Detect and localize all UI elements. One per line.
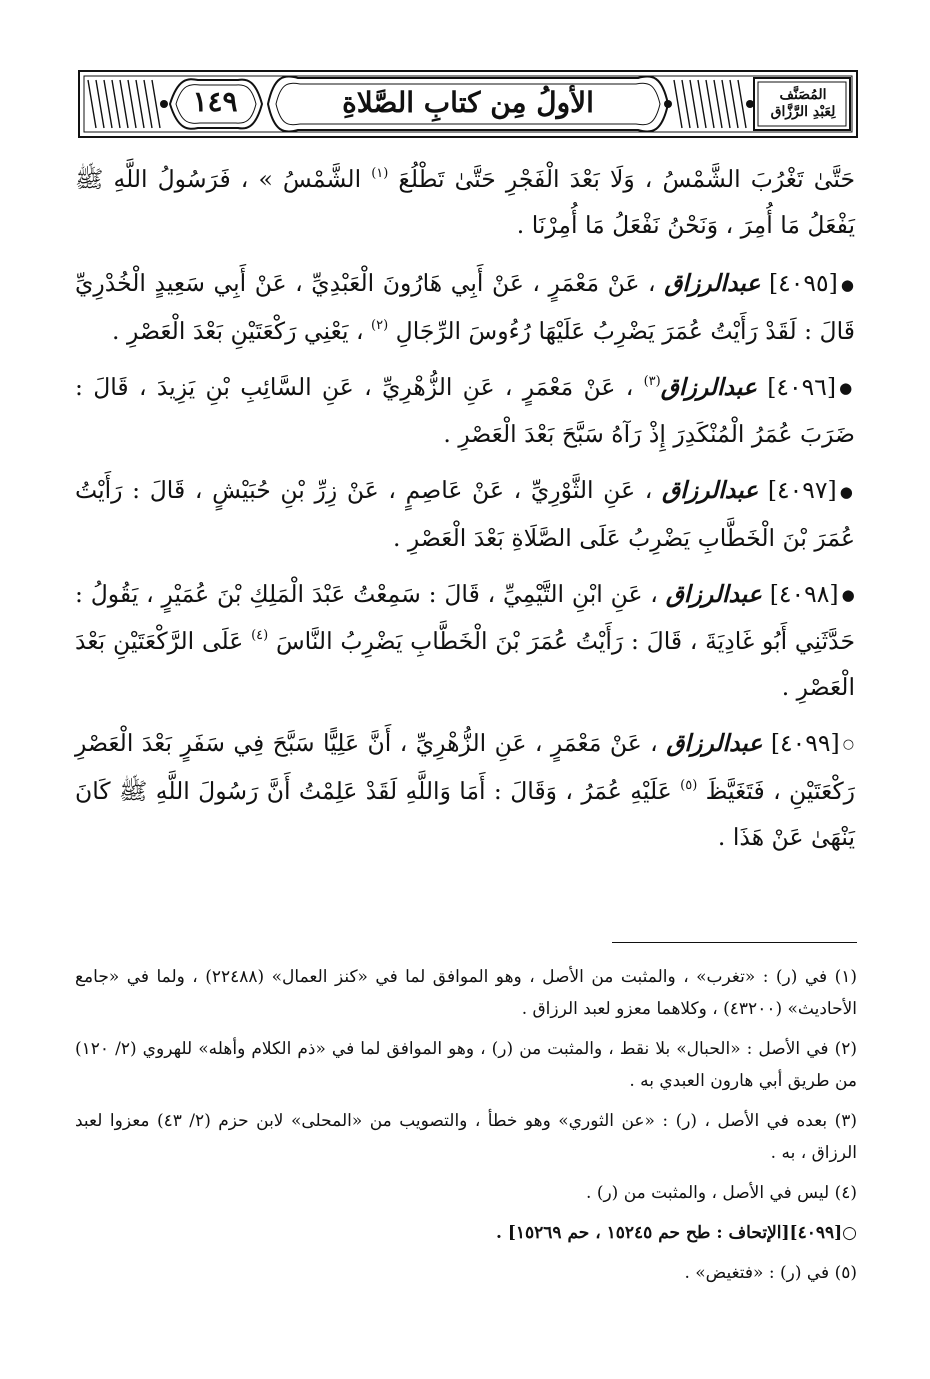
- hadith-number: [٤٠٩٥]: [768, 269, 838, 297]
- hadith-4095: [75, 260, 855, 354]
- book-logo-line-2: لِعَبْدِ الرَّزَّاق: [770, 104, 836, 120]
- footnote-marker: (٥): [834, 1263, 857, 1283]
- footnote-marker: (٤): [834, 1183, 857, 1203]
- hadith-text-cont: ، يَعْنِي رَكْعَتَيْنِ بَعْدَ الْعَصْرِ .: [112, 316, 364, 345]
- footnote-takhrij-4099: [75, 1217, 857, 1249]
- footnote-3: [75, 1105, 857, 1169]
- footnote-marker: (١): [834, 967, 858, 987]
- footnote-5: [75, 1257, 857, 1289]
- hadith-4099: [75, 720, 855, 860]
- hadith-bullet: ○: [842, 736, 856, 752]
- hadith-author: عبدالرزاق: [665, 579, 762, 608]
- footnote-text: في الأصل : «الحبال» بلا نقط ، والمثبت من (ر) ، وهو الموافق لما في «ذم الكلام وأهله» للهروي (٢/ ١٢٠) من طريق أبي هارون العبدي به .: [75, 1039, 857, 1091]
- intro-text-b: الشَّمْسُ » ، فَرَسُولُ اللَّهِ ﷺ يَفْعَلُ مَا أُمِرَ ، وَنَحْنُ نَفْعَلُ مَا أُمِرْنَا .: [75, 165, 855, 239]
- footnote-text: [الإتحاف : طح حم ١٥٢٤٥ ، حم ١٥٢٦٩] .: [496, 1223, 790, 1243]
- footnote-ref-4: (٤): [251, 628, 269, 643]
- footnote-text: في (ر) : «تغرب» ، والمثبت من الأصل ، وهو الموافق لما في «كنز العمال» (٢٢٤٨٨) ، ولما في «جامع الأحاديث» (٤٣٢٠٠) ، وكلاهما معزو لعبد الرزاق .: [75, 967, 857, 1019]
- hadith-author: عبدالرزاق: [666, 729, 763, 757]
- book-logo-line-1: المُصَنَّف: [779, 87, 827, 104]
- hadith-bullet: ●: [839, 379, 855, 397]
- footnote-marker: ○[٤٠٩٩]: [789, 1223, 857, 1243]
- hadith-author: عبدالرزاق: [661, 476, 759, 504]
- footnote-ref-5: (٥): [680, 777, 698, 793]
- hadith-text: ، عَنِ ابْنِ التَّيْمِيِّ ، قَالَ : سَمِعْتُ عَبْدَ الْمَلِكِ بْنَ عُمَيْرٍ ، يَقُولُ : حَدَّثَنِي أَبُو غَادِيَةَ ، قَالَ : رَأَيْتُ عُمَرَ بْنَ الْخَطَّابِ يَضْرِبُ النَّاسَ: [75, 579, 855, 655]
- footnote-text: بعده في الأصل ، (ر) : «عن الثوري» وهو خطأ ، والتصويب من «المحلى» لابن حزم (٢/ ٤٣) معزوا لعبد الرزاق ، به .: [75, 1111, 857, 1163]
- hadith-bullet: ●: [840, 275, 855, 294]
- intro-text-a: حَتَّىٰ تَغْرُبَ الشَّمْسُ ، وَلَا بَعْدَ الْفَجْرِ حَتَّىٰ تَطْلُعَ: [398, 165, 855, 193]
- page-header: [78, 70, 858, 138]
- hadith-text-cont: عَلَى الرَّكْعَتَيْنِ بَعْدَ الْعَصْرِ .: [75, 627, 855, 701]
- footnote-marker: (٢): [834, 1039, 857, 1059]
- footnote-text: في (ر) : «فتغيض» .: [684, 1263, 830, 1283]
- footnote-text: ليس في الأصل ، والمثبت من (ر) .: [586, 1183, 830, 1203]
- hadith-number: [٤٠٩٧]: [767, 476, 837, 504]
- footnote-ref-2: (٢): [371, 317, 389, 333]
- hadith-number: [٤٠٩٨]: [769, 579, 839, 608]
- hadith-4098: [75, 571, 855, 711]
- hadith-text: ، عَنِ الثَّوْرِيِّ ، عَنْ عَاصِمٍ ، عَنْ زِرِّ بْنِ حُبَيْشٍ ، قَالَ : رَأَيْتُ عُمَرَ بْنَ الْخَطَّابِ يَضْرِبُ عَلَى الصَّلَاةِ بَعْدَ الْعَصْرِ .: [75, 476, 855, 552]
- book-title-logo: [758, 80, 848, 128]
- footnote-ref-3: (٣): [643, 373, 661, 389]
- hadith-text: ، عَنْ مَعْمَرٍ ، عَنِ الزُّهْرِيِّ ، أَنَّ عَلِيًّا سَبَّحَ فِي سَفَرٍ بَعْدَ الْعَصْرِ رَكْعَتَيْنِ ، فَتَغَيَّظَ: [75, 729, 855, 805]
- hadith-number: [٤٠٩٩]: [770, 729, 840, 757]
- hadith-bullet: ●: [839, 482, 855, 501]
- main-text: [75, 156, 855, 870]
- footnotes: [75, 961, 857, 1297]
- page-number: ١٤٩: [192, 85, 238, 118]
- footnote-ref-1: (١): [371, 166, 389, 181]
- hadith-text: ، عَنْ مَعْمَرٍ ، عَنْ أَبِي هَارُونَ الْعَبْدِيِّ ، عَنْ أَبِي سَعِيدٍ الْخُدْرِيِّ قَالَ : لَقَدْ رَأَيْتُ عُمَرَ يَضْرِبُ عَلَيْهَا رُءُوسَ الرِّجَالِ: [75, 269, 855, 345]
- footnote-marker: (٣): [834, 1111, 857, 1131]
- hadith-text: ، عَنْ مَعْمَرٍ ، عَنِ الزُّهْرِيِّ ، عَنِ السَّائِبِ بْنِ يَزِيدَ ، قَالَ : ضَرَبَ عُمَرُ الْمُنْكَدِرَ إِذْ رَآهُ سَبَّحَ بَعْدَ الْعَصْرِ .: [75, 372, 855, 448]
- intro-paragraph: [75, 156, 855, 248]
- hadith-author: عبدالرزاق: [660, 372, 757, 401]
- hadith-bullet: ●: [841, 586, 855, 604]
- hadith-text-cont: عَلَيْهِ عُمَرُ ، وَقَالَ : أَمَا وَاللَّهِ لَقَدْ عَلِمْتُ أَنَّ رَسُولَ اللَّهِ ﷺ كَانَ يَنْهَىٰ عَنْ هَذَا .: [75, 776, 855, 851]
- footnote-4: [75, 1177, 857, 1209]
- footnote-divider: [612, 942, 857, 943]
- hadith-4097: [75, 467, 855, 561]
- hadith-number: [٤٠٩٦]: [767, 372, 837, 401]
- hadith-4096: [75, 364, 855, 458]
- hadith-author: عبدالرزاق: [664, 269, 761, 297]
- footnote-1: [75, 961, 857, 1025]
- running-title: الأولُ مِن كتابِ الصَّلاةِ: [342, 86, 594, 119]
- footnote-2: [75, 1033, 857, 1097]
